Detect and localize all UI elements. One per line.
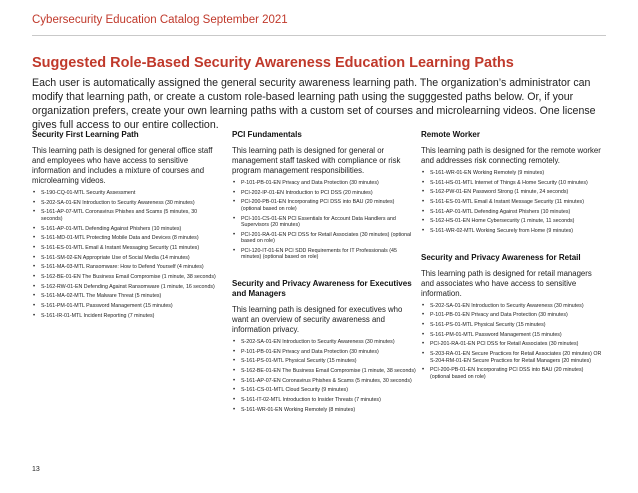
course-item: • PCI-200-PB-01-EN Incorporating PCI DSS into BAU (20 minutes) (optional based on role) (241, 199, 416, 212)
column-1 (32, 130, 216, 331)
page-number: 13 (32, 466, 40, 473)
learning-path-section (421, 253, 605, 381)
learning-path-section (232, 279, 416, 413)
course-item: • S-203-RA-01-EN Secure Practices for Retail Associates (20 minutes) OR S-204-RM-01-EN Secure Practices for Retail Managers (20 minutes) (430, 351, 605, 364)
course-item: • S-161-PM-01-MTL Password Management (15 minutes) (41, 303, 216, 310)
course-item: • S-161-ES-01-MTL Email & Instant Messaging Security (11 minutes) (41, 245, 216, 252)
course-item: • PCI-201-RA-01-EN PCI DSS for Retail Associates (30 minutes) (optional based on role) (241, 232, 416, 245)
course-item: • S-161-MD-01-MTL Protecting Mobile Data and Devices (8 minutes) (41, 235, 216, 242)
course-item: • S-161-WR-01-EN Working Remotely (9 minutes) (430, 170, 605, 177)
course-item: • S-161-SM-02-EN Appropriate Use of Social Media (14 minutes) (41, 255, 216, 262)
course-item: • S-161-WR-01-EN Working Remotely (8 minutes) (241, 407, 416, 414)
course-item: • S-161-ES-01-MTL Email & Instant Message Security (11 minutes) (430, 199, 605, 206)
course-list (232, 339, 416, 413)
catalog-header-title: Cybersecurity Education Catalog September 2021 (32, 14, 288, 26)
course-item: • S-161-AP-01-MTL Defending Against Phishers (10 minutes) (41, 226, 216, 233)
course-item: • PCI-101-CS-01-EN PCI Essentials for Account Data Handlers and Supervisors (20 minutes) (241, 216, 416, 229)
course-item: • S-161-PS-01-MTL Physical Security (15 minutes) (430, 322, 605, 329)
course-item: • S-162-BE-01-EN The Business Email Compromise (1 minute, 38 seconds) (241, 368, 416, 375)
course-list (421, 303, 605, 381)
course-item: • S-162-PW-01-EN Password Strong (1 minute, 24 seconds) (430, 189, 605, 196)
course-item: • S-161-WR-02-MTL Working Securely from Home (9 minutes) (430, 228, 605, 235)
course-list (32, 190, 216, 319)
course-item: • S-161-PS-01-MTL Physical Security (15 minutes) (241, 358, 416, 365)
page-title: Suggested Role-Based Security Awareness Education Learning Paths (32, 55, 514, 71)
course-item: • PCI-200-PB-01-EN Incorporating PCI DSS into BAU (20 minutes) (optional based on role) (430, 367, 605, 380)
course-item: • S-162-RW-01-EN Defending Against Ransomware (1 minute, 16 seconds) (41, 284, 216, 291)
column-3 (421, 130, 605, 392)
course-item: • S-162-HS-01-EN Home Cybersecurity (1 minute, 11 seconds) (430, 218, 605, 225)
section-description: This learning path is designed for the remote worker and addresses risk connecting remotely. (421, 146, 601, 165)
course-item: • P-101-PB-01-EN Privacy and Data Protection (30 minutes) (430, 312, 605, 319)
course-item: • S-161-PM-01-MTL Password Management (15 minutes) (430, 332, 605, 339)
course-item: • S-162-BE-01-EN The Business Email Compromise (1 minute, 38 seconds) (41, 274, 216, 281)
course-item: • S-161-MA-02-MTL The Malware Threat (5 minutes) (41, 293, 216, 300)
course-item: • S-161-IT-02-MTL Introduction to Insider Threats (7 minutes) (241, 397, 416, 404)
course-list (421, 170, 605, 235)
section-title: Security and Privacy Awareness for Executives and Managers (232, 278, 412, 298)
course-item: • S-190-CQ-01-MTL Security Assessment (41, 190, 216, 197)
course-item: • S-161-HS-01-MTL Internet of Things & Home Security (10 minutes) (430, 180, 605, 187)
section-title: Security First Learning Path (32, 130, 139, 139)
course-item: • S-161-MA-03-MTL Ransomware: How to Defend Yourself (4 minutes) (41, 264, 216, 271)
course-item: • S-161-AP-07-MTL Coronavirus Phishes and Scams (5 minutes, 30 seconds) (41, 209, 216, 222)
section-title: Security and Privacy Awareness for Retail (421, 252, 581, 262)
course-item: • PCI-202-IP-01-EN Introduction to PCI DSS (20 minutes) (241, 190, 416, 197)
course-item: • S-202-SA-01-EN Introduction to Security Awareness (30 minutes) (41, 200, 216, 207)
section-title: PCI Fundamentals (232, 130, 302, 139)
section-description: This learning path is designed for general or management staff tasked with compliance or risk program management responsibilities. (232, 146, 401, 175)
course-item: • S-161-AP-01-MTL Defending Against Phishers (10 minutes) (430, 209, 605, 216)
intro-paragraph: Each user is automatically assigned the general security awareness learning path. The organization’s administrator can modify that learning path, or create a custom role-based learning path using the sugggested paths below. Or, if your organization prefers, create your own learning paths with a custom set of courses and microlearning videos. One license gives full access to our entire collection. (32, 77, 596, 131)
section-description: This learning path is designed for executives who want an overview of security awareness and information privacy. (232, 304, 403, 334)
course-item: • PCI-120-IT-01-EN PCI SDD Requirements for IT Professionals (45 minutes) (optional based on role) (241, 248, 416, 261)
section-description: This learning path is designed for retail managers and associates who have access to sensitive information. (421, 268, 592, 298)
course-item: • S-161-AP-07-EN Coronavirus Phishes & Scams (5 minutes, 30 seconds) (241, 378, 416, 385)
course-item: • P-101-PB-01-EN Privacy and Data Protection (30 minutes) (241, 349, 416, 356)
section-description: This learning path is designed for general office staff and employees who have access to sensitive information and includes a mixture of courses and microlearning videos. (32, 146, 213, 185)
course-item: • S-161-IR-01-MTL Incident Reporting (7 minutes) (41, 313, 216, 320)
course-list (232, 180, 416, 261)
column-2 (232, 130, 416, 425)
course-item: • S-202-SA-01-EN Introduction to Security Awareness (30 minutes) (430, 303, 605, 310)
learning-path-section (421, 130, 605, 235)
course-item: • S-202-SA-01-EN Introduction to Security Awareness (30 minutes) (241, 339, 416, 346)
course-item: • P-101-PB-01-EN Privacy and Data Protection (30 minutes) (241, 180, 416, 187)
header-divider (32, 35, 606, 36)
course-item: • PCI-201-RA-01-EN PCI DSS for Retail Associates (30 minutes) (430, 341, 605, 348)
section-title: Remote Worker (421, 130, 480, 139)
course-item: • S-161-CS-01-MTL Cloud Security (9 minutes) (241, 387, 416, 394)
learning-path-section (32, 130, 216, 319)
learning-path-section (232, 130, 416, 261)
